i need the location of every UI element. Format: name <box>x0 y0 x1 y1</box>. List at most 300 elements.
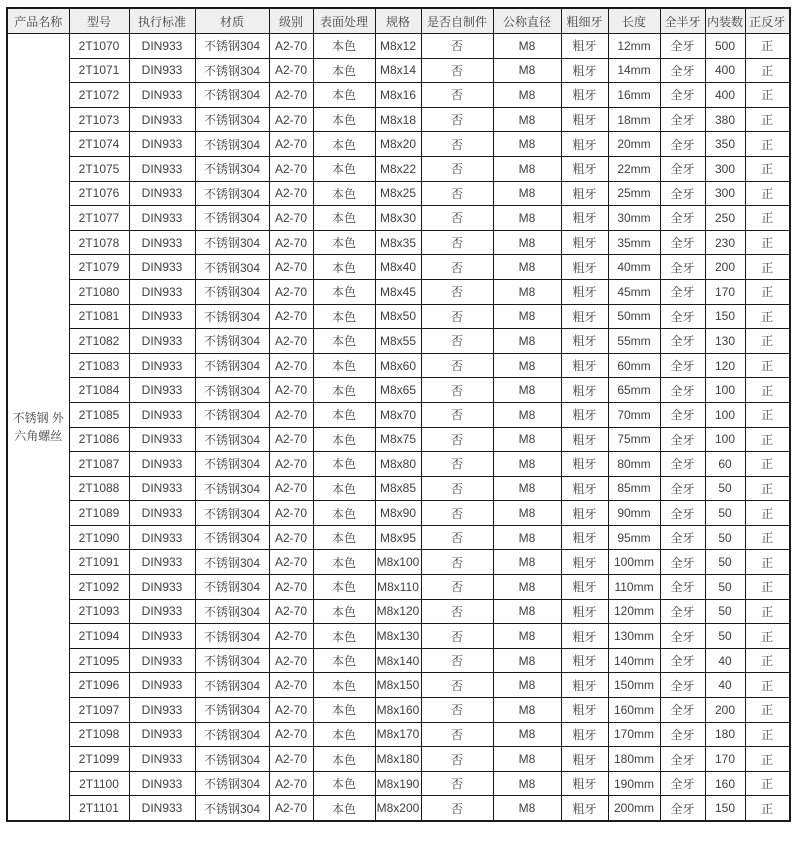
cell-material: 不锈钢304 <box>195 698 269 723</box>
cell-thread-pitch: 粗牙 <box>561 525 608 550</box>
cell-model: 2T1093 <box>69 599 129 624</box>
cell-self-made: 否 <box>421 722 493 747</box>
cell-full-half-thread: 全牙 <box>660 58 705 83</box>
cell-grade: A2-70 <box>269 427 313 452</box>
cell-thread-direction: 正 <box>745 747 790 772</box>
cell-full-half-thread: 全牙 <box>660 648 705 673</box>
cell-standard: DIN933 <box>129 107 195 132</box>
cell-thread-direction: 正 <box>745 206 790 231</box>
cell-full-half-thread: 全牙 <box>660 107 705 132</box>
cell-full-half-thread: 全牙 <box>660 83 705 108</box>
cell-model: 2T1078 <box>69 230 129 255</box>
cell-self-made: 否 <box>421 206 493 231</box>
cell-grade: A2-70 <box>269 83 313 108</box>
cell-pack-quantity: 50 <box>705 624 745 649</box>
cell-length: 170mm <box>608 722 660 747</box>
cell-grade: A2-70 <box>269 34 313 59</box>
cell-self-made: 否 <box>421 648 493 673</box>
col-header-length: 长度 <box>608 8 660 34</box>
cell-thread-pitch: 粗牙 <box>561 402 608 427</box>
cell-standard: DIN933 <box>129 230 195 255</box>
cell-self-made: 否 <box>421 427 493 452</box>
cell-material: 不锈钢304 <box>195 83 269 108</box>
cell-length: 35mm <box>608 230 660 255</box>
cell-full-half-thread: 全牙 <box>660 575 705 600</box>
table-row <box>7 796 790 821</box>
cell-grade: A2-70 <box>269 107 313 132</box>
cell-spec: M8x190 <box>375 771 421 796</box>
cell-length: 55mm <box>608 329 660 354</box>
cell-nominal-diameter: M8 <box>493 206 561 231</box>
table-row <box>7 525 790 550</box>
cell-surface-finish: 本色 <box>313 255 375 280</box>
cell-model: 2T1070 <box>69 34 129 59</box>
cell-standard: DIN933 <box>129 329 195 354</box>
cell-self-made: 否 <box>421 34 493 59</box>
cell-pack-quantity: 170 <box>705 279 745 304</box>
cell-thread-direction: 正 <box>745 107 790 132</box>
cell-standard: DIN933 <box>129 304 195 329</box>
cell-material: 不锈钢304 <box>195 452 269 477</box>
cell-model: 2T1091 <box>69 550 129 575</box>
cell-model: 2T1077 <box>69 206 129 231</box>
cell-surface-finish: 本色 <box>313 599 375 624</box>
cell-spec: M8x65 <box>375 378 421 403</box>
cell-grade: A2-70 <box>269 452 313 477</box>
cell-nominal-diameter: M8 <box>493 34 561 59</box>
cell-self-made: 否 <box>421 747 493 772</box>
col-header-thread-pitch: 粗细牙 <box>561 8 608 34</box>
col-header-standard: 执行标准 <box>129 8 195 34</box>
cell-surface-finish: 本色 <box>313 648 375 673</box>
table-row <box>7 722 790 747</box>
col-header-grade: 级别 <box>269 8 313 34</box>
cell-spec: M8x60 <box>375 353 421 378</box>
cell-thread-direction: 正 <box>745 34 790 59</box>
table-row <box>7 329 790 354</box>
cell-nominal-diameter: M8 <box>493 673 561 698</box>
cell-nominal-diameter: M8 <box>493 378 561 403</box>
cell-thread-pitch: 粗牙 <box>561 771 608 796</box>
cell-standard: DIN933 <box>129 181 195 206</box>
col-header-full-half-thread: 全半牙 <box>660 8 705 34</box>
cell-spec: M8x100 <box>375 550 421 575</box>
cell-full-half-thread: 全牙 <box>660 132 705 157</box>
cell-nominal-diameter: M8 <box>493 58 561 83</box>
cell-thread-direction: 正 <box>745 575 790 600</box>
cell-surface-finish: 本色 <box>313 747 375 772</box>
cell-full-half-thread: 全牙 <box>660 747 705 772</box>
cell-material: 不锈钢304 <box>195 402 269 427</box>
cell-spec: M8x45 <box>375 279 421 304</box>
cell-model: 2T1079 <box>69 255 129 280</box>
cell-standard: DIN933 <box>129 624 195 649</box>
cell-surface-finish: 本色 <box>313 796 375 821</box>
table-row <box>7 34 790 59</box>
cell-full-half-thread: 全牙 <box>660 722 705 747</box>
cell-material: 不锈钢304 <box>195 230 269 255</box>
cell-model: 2T1089 <box>69 501 129 526</box>
cell-model: 2T1095 <box>69 648 129 673</box>
cell-nominal-diameter: M8 <box>493 107 561 132</box>
cell-thread-direction: 正 <box>745 58 790 83</box>
table-header-row <box>7 8 790 34</box>
cell-grade: A2-70 <box>269 255 313 280</box>
cell-length: 16mm <box>608 83 660 108</box>
cell-thread-pitch: 粗牙 <box>561 722 608 747</box>
cell-standard: DIN933 <box>129 156 195 181</box>
cell-spec: M8x22 <box>375 156 421 181</box>
cell-thread-pitch: 粗牙 <box>561 107 608 132</box>
cell-standard: DIN933 <box>129 58 195 83</box>
cell-self-made: 否 <box>421 181 493 206</box>
cell-model: 2T1072 <box>69 83 129 108</box>
cell-self-made: 否 <box>421 353 493 378</box>
cell-surface-finish: 本色 <box>313 378 375 403</box>
cell-pack-quantity: 250 <box>705 206 745 231</box>
cell-model: 2T1073 <box>69 107 129 132</box>
cell-pack-quantity: 50 <box>705 575 745 600</box>
cell-full-half-thread: 全牙 <box>660 427 705 452</box>
cell-nominal-diameter: M8 <box>493 624 561 649</box>
cell-surface-finish: 本色 <box>313 230 375 255</box>
cell-thread-direction: 正 <box>745 771 790 796</box>
cell-length: 160mm <box>608 698 660 723</box>
cell-thread-pitch: 粗牙 <box>561 624 608 649</box>
cell-spec: M8x170 <box>375 722 421 747</box>
cell-grade: A2-70 <box>269 722 313 747</box>
cell-grade: A2-70 <box>269 624 313 649</box>
cell-thread-pitch: 粗牙 <box>561 132 608 157</box>
cell-material: 不锈钢304 <box>195 796 269 821</box>
cell-length: 90mm <box>608 501 660 526</box>
cell-length: 130mm <box>608 624 660 649</box>
cell-full-half-thread: 全牙 <box>660 181 705 206</box>
table-body <box>7 34 790 822</box>
cell-pack-quantity: 120 <box>705 353 745 378</box>
cell-thread-pitch: 粗牙 <box>561 550 608 575</box>
cell-full-half-thread: 全牙 <box>660 501 705 526</box>
cell-thread-pitch: 粗牙 <box>561 279 608 304</box>
cell-pack-quantity: 150 <box>705 304 745 329</box>
cell-pack-quantity: 60 <box>705 452 745 477</box>
cell-thread-pitch: 粗牙 <box>561 353 608 378</box>
cell-surface-finish: 本色 <box>313 329 375 354</box>
cell-nominal-diameter: M8 <box>493 648 561 673</box>
cell-material: 不锈钢304 <box>195 427 269 452</box>
cell-nominal-diameter: M8 <box>493 279 561 304</box>
cell-material: 不锈钢304 <box>195 279 269 304</box>
cell-self-made: 否 <box>421 476 493 501</box>
table-row <box>7 132 790 157</box>
cell-pack-quantity: 200 <box>705 255 745 280</box>
cell-surface-finish: 本色 <box>313 550 375 575</box>
cell-material: 不锈钢304 <box>195 771 269 796</box>
cell-thread-pitch: 粗牙 <box>561 83 608 108</box>
table-row <box>7 58 790 83</box>
cell-grade: A2-70 <box>269 353 313 378</box>
cell-surface-finish: 本色 <box>313 206 375 231</box>
cell-model: 2T1099 <box>69 747 129 772</box>
cell-surface-finish: 本色 <box>313 181 375 206</box>
cell-grade: A2-70 <box>269 575 313 600</box>
cell-length: 140mm <box>608 648 660 673</box>
cell-grade: A2-70 <box>269 550 313 575</box>
cell-grade: A2-70 <box>269 206 313 231</box>
cell-nominal-diameter: M8 <box>493 353 561 378</box>
cell-thread-pitch: 粗牙 <box>561 378 608 403</box>
cell-full-half-thread: 全牙 <box>660 304 705 329</box>
cell-grade: A2-70 <box>269 501 313 526</box>
cell-material: 不锈钢304 <box>195 673 269 698</box>
cell-length: 95mm <box>608 525 660 550</box>
cell-thread-direction: 正 <box>745 329 790 354</box>
cell-full-half-thread: 全牙 <box>660 206 705 231</box>
cell-material: 不锈钢304 <box>195 550 269 575</box>
cell-spec: M8x80 <box>375 452 421 477</box>
cell-surface-finish: 本色 <box>313 107 375 132</box>
cell-nominal-diameter: M8 <box>493 83 561 108</box>
cell-length: 45mm <box>608 279 660 304</box>
cell-full-half-thread: 全牙 <box>660 698 705 723</box>
cell-model: 2T1081 <box>69 304 129 329</box>
cell-self-made: 否 <box>421 402 493 427</box>
cell-surface-finish: 本色 <box>313 83 375 108</box>
cell-material: 不锈钢304 <box>195 329 269 354</box>
cell-nominal-diameter: M8 <box>493 599 561 624</box>
cell-spec: M8x16 <box>375 83 421 108</box>
cell-thread-direction: 正 <box>745 722 790 747</box>
cell-material: 不锈钢304 <box>195 304 269 329</box>
cell-length: 18mm <box>608 107 660 132</box>
cell-standard: DIN933 <box>129 402 195 427</box>
cell-length: 180mm <box>608 747 660 772</box>
cell-surface-finish: 本色 <box>313 58 375 83</box>
cell-length: 190mm <box>608 771 660 796</box>
cell-self-made: 否 <box>421 107 493 132</box>
cell-surface-finish: 本色 <box>313 132 375 157</box>
cell-surface-finish: 本色 <box>313 575 375 600</box>
cell-model: 2T1090 <box>69 525 129 550</box>
table-row <box>7 599 790 624</box>
cell-spec: M8x75 <box>375 427 421 452</box>
cell-spec: M8x90 <box>375 501 421 526</box>
cell-standard: DIN933 <box>129 476 195 501</box>
cell-thread-direction: 正 <box>745 353 790 378</box>
product-name-line: 六角螺丝 <box>14 429 63 443</box>
cell-nominal-diameter: M8 <box>493 329 561 354</box>
cell-pack-quantity: 170 <box>705 747 745 772</box>
cell-standard: DIN933 <box>129 255 195 280</box>
cell-full-half-thread: 全牙 <box>660 771 705 796</box>
cell-nominal-diameter: M8 <box>493 181 561 206</box>
table-row <box>7 501 790 526</box>
cell-self-made: 否 <box>421 452 493 477</box>
col-header-model: 型号 <box>69 8 129 34</box>
cell-pack-quantity: 160 <box>705 771 745 796</box>
cell-surface-finish: 本色 <box>313 698 375 723</box>
cell-model: 2T1074 <box>69 132 129 157</box>
cell-thread-direction: 正 <box>745 698 790 723</box>
cell-pack-quantity: 500 <box>705 34 745 59</box>
cell-grade: A2-70 <box>269 648 313 673</box>
table-row <box>7 156 790 181</box>
cell-nominal-diameter: M8 <box>493 525 561 550</box>
cell-model: 2T1087 <box>69 452 129 477</box>
cell-material: 不锈钢304 <box>195 722 269 747</box>
cell-surface-finish: 本色 <box>313 34 375 59</box>
cell-material: 不锈钢304 <box>195 255 269 280</box>
cell-thread-direction: 正 <box>745 156 790 181</box>
cell-self-made: 否 <box>421 304 493 329</box>
cell-nominal-diameter: M8 <box>493 255 561 280</box>
table-row <box>7 550 790 575</box>
cell-thread-pitch: 粗牙 <box>561 156 608 181</box>
cell-material: 不锈钢304 <box>195 181 269 206</box>
table-row <box>7 747 790 772</box>
cell-grade: A2-70 <box>269 132 313 157</box>
cell-surface-finish: 本色 <box>313 525 375 550</box>
cell-nominal-diameter: M8 <box>493 476 561 501</box>
cell-length: 20mm <box>608 132 660 157</box>
cell-length: 22mm <box>608 156 660 181</box>
cell-spec: M8x70 <box>375 402 421 427</box>
col-header-material: 材质 <box>195 8 269 34</box>
cell-spec: M8x12 <box>375 34 421 59</box>
cell-pack-quantity: 40 <box>705 673 745 698</box>
cell-material: 不锈钢304 <box>195 501 269 526</box>
cell-thread-direction: 正 <box>745 525 790 550</box>
cell-spec: M8x85 <box>375 476 421 501</box>
cell-length: 40mm <box>608 255 660 280</box>
cell-spec: M8x130 <box>375 624 421 649</box>
cell-surface-finish: 本色 <box>313 156 375 181</box>
cell-thread-pitch: 粗牙 <box>561 34 608 59</box>
cell-model: 2T1098 <box>69 722 129 747</box>
cell-full-half-thread: 全牙 <box>660 279 705 304</box>
cell-thread-direction: 正 <box>745 402 790 427</box>
cell-self-made: 否 <box>421 230 493 255</box>
cell-surface-finish: 本色 <box>313 722 375 747</box>
cell-model: 2T1094 <box>69 624 129 649</box>
cell-material: 不锈钢304 <box>195 58 269 83</box>
cell-grade: A2-70 <box>269 230 313 255</box>
cell-full-half-thread: 全牙 <box>660 452 705 477</box>
cell-material: 不锈钢304 <box>195 132 269 157</box>
cell-spec: M8x50 <box>375 304 421 329</box>
cell-spec: M8x110 <box>375 575 421 600</box>
table-row <box>7 181 790 206</box>
cell-nominal-diameter: M8 <box>493 698 561 723</box>
cell-model: 2T1100 <box>69 771 129 796</box>
cell-pack-quantity: 50 <box>705 599 745 624</box>
cell-grade: A2-70 <box>269 771 313 796</box>
cell-standard: DIN933 <box>129 452 195 477</box>
cell-length: 200mm <box>608 796 660 821</box>
cell-material: 不锈钢304 <box>195 107 269 132</box>
table-row <box>7 648 790 673</box>
cell-nominal-diameter: M8 <box>493 722 561 747</box>
cell-grade: A2-70 <box>269 279 313 304</box>
table-header <box>7 8 790 34</box>
col-header-self-made: 是否自制件 <box>421 8 493 34</box>
cell-thread-pitch: 粗牙 <box>561 698 608 723</box>
cell-standard: DIN933 <box>129 132 195 157</box>
cell-length: 25mm <box>608 181 660 206</box>
cell-pack-quantity: 180 <box>705 722 745 747</box>
cell-thread-direction: 正 <box>745 624 790 649</box>
cell-surface-finish: 本色 <box>313 427 375 452</box>
cell-self-made: 否 <box>421 550 493 575</box>
cell-thread-direction: 正 <box>745 796 790 821</box>
cell-material: 不锈钢304 <box>195 747 269 772</box>
cell-standard: DIN933 <box>129 501 195 526</box>
cell-grade: A2-70 <box>269 476 313 501</box>
cell-material: 不锈钢304 <box>195 34 269 59</box>
cell-spec: M8x30 <box>375 206 421 231</box>
cell-nominal-diameter: M8 <box>493 156 561 181</box>
cell-thread-pitch: 粗牙 <box>561 58 608 83</box>
cell-length: 60mm <box>608 353 660 378</box>
cell-model: 2T1092 <box>69 575 129 600</box>
cell-pack-quantity: 100 <box>705 402 745 427</box>
cell-thread-pitch: 粗牙 <box>561 599 608 624</box>
cell-thread-direction: 正 <box>745 501 790 526</box>
cell-material: 不锈钢304 <box>195 156 269 181</box>
cell-spec: M8x200 <box>375 796 421 821</box>
cell-standard: DIN933 <box>129 722 195 747</box>
product-name-cell <box>7 34 69 822</box>
cell-full-half-thread: 全牙 <box>660 34 705 59</box>
cell-grade: A2-70 <box>269 156 313 181</box>
cell-self-made: 否 <box>421 698 493 723</box>
cell-material: 不锈钢304 <box>195 353 269 378</box>
cell-self-made: 否 <box>421 132 493 157</box>
cell-standard: DIN933 <box>129 525 195 550</box>
table-row <box>7 402 790 427</box>
cell-material: 不锈钢304 <box>195 206 269 231</box>
cell-standard: DIN933 <box>129 34 195 59</box>
cell-pack-quantity: 300 <box>705 156 745 181</box>
cell-self-made: 否 <box>421 83 493 108</box>
cell-nominal-diameter: M8 <box>493 550 561 575</box>
cell-spec: M8x25 <box>375 181 421 206</box>
cell-self-made: 否 <box>421 255 493 280</box>
cell-thread-pitch: 粗牙 <box>561 452 608 477</box>
cell-thread-pitch: 粗牙 <box>561 181 608 206</box>
table-row <box>7 673 790 698</box>
cell-material: 不锈钢304 <box>195 648 269 673</box>
cell-standard: DIN933 <box>129 206 195 231</box>
table-row <box>7 378 790 403</box>
cell-full-half-thread: 全牙 <box>660 329 705 354</box>
cell-pack-quantity: 150 <box>705 796 745 821</box>
cell-full-half-thread: 全牙 <box>660 378 705 403</box>
cell-grade: A2-70 <box>269 58 313 83</box>
cell-nominal-diameter: M8 <box>493 230 561 255</box>
cell-surface-finish: 本色 <box>313 673 375 698</box>
table-row <box>7 476 790 501</box>
cell-length: 150mm <box>608 673 660 698</box>
cell-pack-quantity: 380 <box>705 107 745 132</box>
cell-surface-finish: 本色 <box>313 771 375 796</box>
cell-length: 30mm <box>608 206 660 231</box>
table-row <box>7 83 790 108</box>
table-row <box>7 575 790 600</box>
cell-standard: DIN933 <box>129 575 195 600</box>
cell-pack-quantity: 230 <box>705 230 745 255</box>
cell-self-made: 否 <box>421 329 493 354</box>
